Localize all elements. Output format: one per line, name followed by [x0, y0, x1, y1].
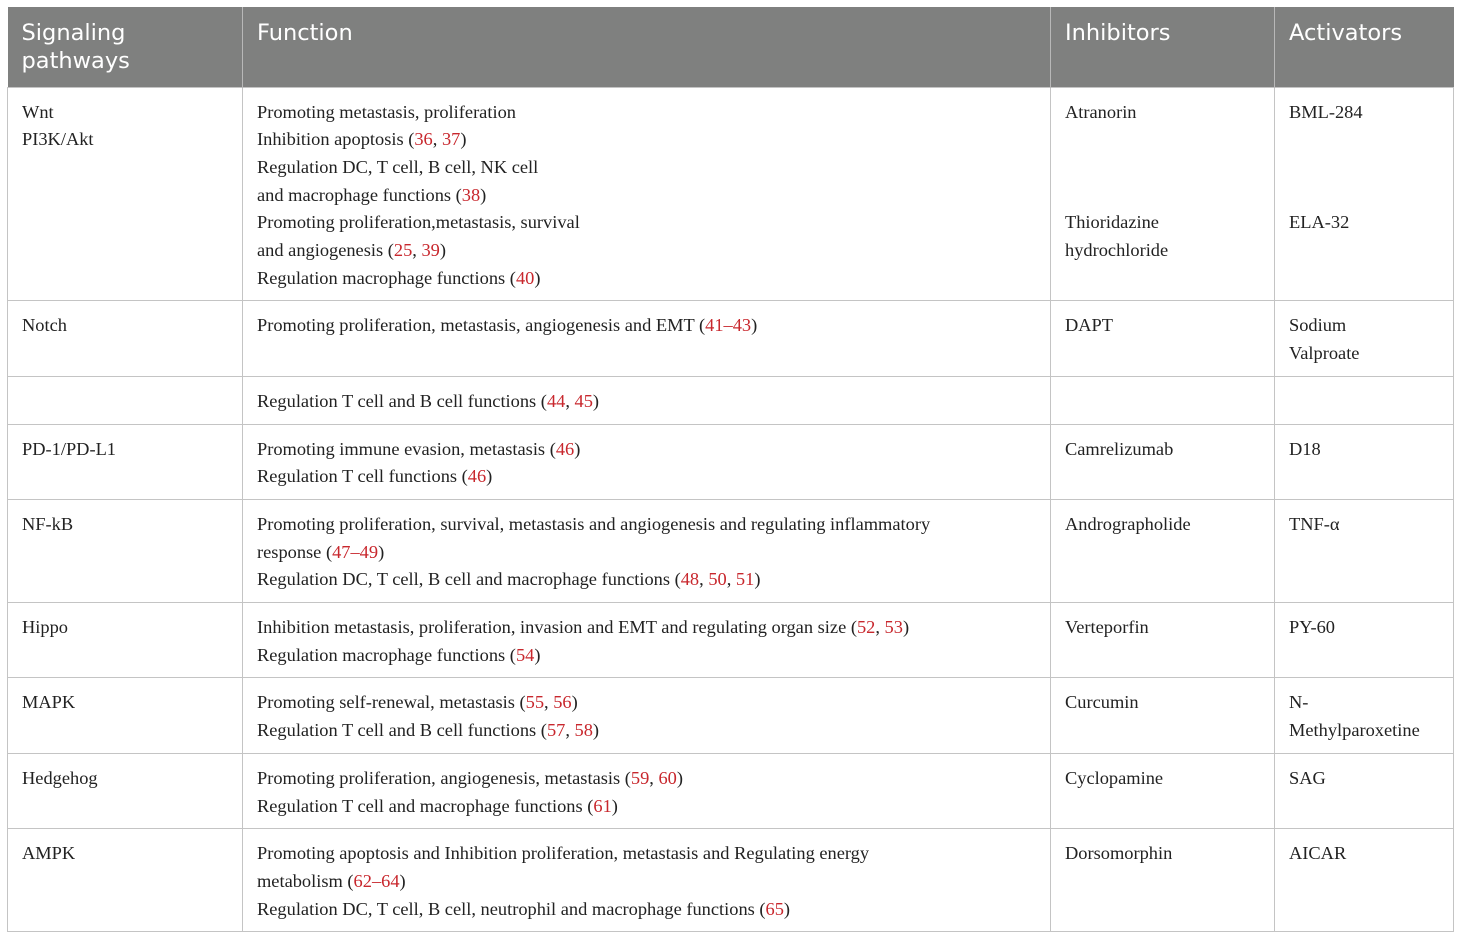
inhibitors-cell-line: Andrographolide — [1065, 513, 1191, 534]
spacer — [1065, 154, 1260, 182]
inhibitors-cell — [1051, 753, 1275, 828]
activators-cell-line: Methylparoxetine — [1289, 720, 1420, 741]
reference-link[interactable]: 65 — [765, 898, 784, 919]
function-text: ) — [480, 184, 487, 205]
spacer — [1289, 182, 1439, 210]
table-row — [8, 829, 1454, 932]
inhibitors-cell — [1051, 376, 1275, 424]
pathway-cell — [8, 424, 243, 499]
pathway-cell-line: NF-kB — [22, 513, 74, 534]
function-line — [257, 840, 1036, 868]
function-cell — [243, 424, 1051, 499]
pathway-cell — [8, 499, 243, 602]
reference-link[interactable]: 37 — [441, 129, 461, 150]
activators-cell — [1275, 603, 1454, 678]
reference-link[interactable]: 57 — [546, 720, 566, 741]
function-line — [257, 765, 1036, 793]
reference-link[interactable]: 44 — [546, 390, 566, 411]
function-cell — [243, 829, 1051, 932]
function-text: ) — [902, 617, 910, 638]
header-signaling-pathways — [8, 7, 243, 87]
function-text: , — [649, 767, 659, 788]
inhibitors-cell-line: Dorsomorphin — [1065, 843, 1173, 864]
function-line — [257, 154, 1036, 182]
function-text: ) — [676, 767, 683, 788]
inhibitors-cell — [1051, 499, 1275, 602]
function-text: ) — [460, 129, 467, 150]
function-text: Promoting apoptosis and Inhibition proliferation, metastasis and Regulating energy — [257, 843, 870, 864]
table-header-row — [8, 7, 1454, 87]
reference-link[interactable]: 59 — [630, 767, 650, 788]
function-text: ) — [378, 541, 385, 562]
spacer — [1289, 154, 1439, 182]
table-row — [8, 87, 1454, 301]
function-line — [257, 793, 1036, 821]
function-text: Regulation macrophage functions ( — [257, 267, 516, 288]
table-row — [8, 678, 1454, 753]
function-cell — [243, 376, 1051, 424]
header-function: Function — [243, 7, 1051, 87]
activators-cell — [1275, 753, 1454, 828]
header-activators: Activators — [1275, 7, 1454, 87]
reference-link[interactable]: 61 — [593, 795, 612, 816]
activators-cell-line: Valproate — [1289, 343, 1360, 364]
activators-cell-line: N- — [1289, 692, 1309, 713]
table-row — [8, 376, 1454, 424]
function-cell — [243, 499, 1051, 602]
function-line — [257, 614, 1036, 642]
function-text: ) — [592, 720, 600, 741]
function-line — [257, 566, 1036, 594]
pathway-cell — [8, 753, 243, 828]
reference-link[interactable]: 52 — [856, 617, 876, 638]
table-row — [8, 424, 1454, 499]
activators-cell-line: TNF-α — [1289, 513, 1340, 534]
function-text: and angiogenesis ( — [257, 240, 394, 261]
function-text: and macrophage functions ( — [257, 184, 462, 205]
activators-cell-line: ELA-32 — [1289, 212, 1350, 233]
inhibitors-cell-line: DAPT — [1065, 315, 1114, 336]
function-line — [257, 717, 1036, 745]
function-text: Promoting proliferation, metastasis, angiogenesis and EMT ( — [257, 315, 706, 336]
inhibitors-cell-line: Verteporfin — [1065, 617, 1149, 638]
activators-cell — [1275, 829, 1454, 932]
function-text: ) — [534, 644, 541, 665]
pathway-cell — [8, 829, 243, 932]
function-line — [257, 388, 1036, 416]
inhibitors-cell — [1051, 424, 1275, 499]
pathway-cell-line: MAPK — [22, 692, 76, 713]
pathway-cell — [8, 301, 243, 376]
pathway-cell-line: Wnt — [22, 101, 54, 122]
table-row — [8, 603, 1454, 678]
function-text: ) — [486, 466, 493, 487]
reference-link[interactable]: 48 — [680, 569, 700, 590]
reference-link[interactable]: 53 — [884, 617, 903, 638]
function-cell — [243, 87, 1051, 301]
reference-link[interactable]: 25 — [393, 240, 413, 261]
table-row — [8, 301, 1454, 376]
function-text: ) — [571, 692, 578, 713]
function-line — [257, 237, 1036, 265]
reference-link[interactable]: 46 — [467, 466, 487, 487]
activators-cell — [1275, 678, 1454, 753]
function-text: Promoting proliferation,metastasis, survival — [257, 212, 580, 233]
function-line — [257, 209, 1036, 237]
function-text: Promoting self-renewal, metastasis ( — [257, 692, 526, 713]
header-line: Signaling — [21, 20, 126, 46]
function-text: , — [875, 617, 885, 638]
function-text: ) — [592, 390, 600, 411]
inhibitors-cell — [1051, 678, 1275, 753]
inhibitors-cell-line: Thioridazine — [1065, 212, 1159, 233]
function-line — [257, 511, 1036, 539]
reference-link[interactable]: 41–43 — [705, 315, 752, 336]
function-text: ) — [751, 315, 758, 336]
pathway-cell-line: AMPK — [22, 843, 76, 864]
reference-link[interactable]: 62–64 — [353, 870, 400, 891]
pathway-cell-line: Hippo — [22, 617, 68, 638]
reference-link[interactable]: 58 — [574, 720, 593, 741]
reference-link[interactable]: 55 — [525, 692, 545, 713]
function-line — [257, 539, 1036, 567]
function-text: ) — [783, 898, 791, 919]
function-text: , — [544, 692, 554, 713]
function-text: Regulation macrophage functions ( — [257, 644, 516, 665]
function-line — [257, 265, 1036, 293]
function-cell — [243, 603, 1051, 678]
activators-cell-line: AICAR — [1289, 843, 1347, 864]
function-text: ) — [534, 267, 541, 288]
function-text: Inhibition apoptosis ( — [257, 129, 415, 150]
function-text: Regulation T cell and B cell functions ( — [257, 720, 547, 741]
inhibitors-cell-line: Cyclopamine — [1065, 767, 1164, 788]
spacer — [1289, 126, 1439, 154]
pathway-table-container — [7, 7, 1453, 932]
function-text: Regulation DC, T cell, B cell, neutrophil and macrophage functions ( — [257, 898, 766, 919]
reference-link[interactable]: 36 — [414, 129, 433, 150]
spacer — [1065, 182, 1260, 210]
reference-link[interactable]: 47–49 — [332, 541, 379, 562]
activators-cell-line: Sodium — [1289, 315, 1347, 336]
pathway-cell — [8, 376, 243, 424]
function-text: Promoting proliferation, angiogenesis, metastasis ( — [257, 767, 631, 788]
function-text: , — [565, 390, 575, 411]
function-line — [257, 99, 1036, 127]
table-row — [8, 499, 1454, 602]
activators-cell-line: BML-284 — [1289, 101, 1363, 122]
function-text: , — [432, 129, 442, 150]
function-text: Regulation T cell functions ( — [257, 466, 468, 487]
activators-cell-line: D18 — [1289, 438, 1321, 459]
table-body — [8, 87, 1454, 932]
function-line — [257, 868, 1036, 896]
function-line — [257, 689, 1036, 717]
reference-link[interactable]: 38 — [461, 184, 481, 205]
function-text: ) — [439, 240, 446, 261]
function-text: response ( — [257, 541, 333, 562]
inhibitors-cell — [1051, 301, 1275, 376]
activators-cell — [1275, 301, 1454, 376]
pathway-cell — [8, 603, 243, 678]
function-text: metabolism ( — [257, 870, 354, 891]
activators-cell-line: PY-60 — [1289, 617, 1335, 638]
function-text: Regulation T cell and B cell functions ( — [257, 390, 547, 411]
activators-cell-line: SAG — [1289, 767, 1326, 788]
pathway-cell — [8, 87, 243, 301]
pathway-cell-line: PD-1/PD-L1 — [22, 438, 117, 459]
spacer — [1065, 126, 1260, 154]
reference-link[interactable]: 46 — [555, 438, 575, 459]
function-line — [257, 312, 1036, 340]
function-text: Promoting immune evasion, metastasis ( — [257, 438, 556, 459]
inhibitors-cell-line: hydrochloride — [1065, 239, 1169, 260]
inhibitors-cell-line: Atranorin — [1065, 101, 1137, 122]
function-text: Inhibition metastasis, proliferation, invasion and EMT and regulating organ size ( — [257, 617, 857, 638]
inhibitors-cell-line: Camrelizumab — [1065, 438, 1174, 459]
activators-cell — [1275, 499, 1454, 602]
function-line — [257, 436, 1036, 464]
function-text: , — [699, 569, 709, 590]
reference-link[interactable]: 40 — [515, 267, 535, 288]
function-text: Regulation T cell and macrophage functions ( — [257, 795, 594, 816]
reference-link[interactable]: 56 — [553, 692, 572, 713]
activators-cell — [1275, 376, 1454, 424]
function-line — [257, 642, 1036, 670]
function-line — [257, 182, 1036, 210]
function-text: Regulation DC, T cell, B cell, NK cell — [257, 156, 539, 177]
header-line: pathways — [21, 48, 130, 74]
inhibitors-cell-line: Curcumin — [1065, 692, 1139, 713]
pathway-cell-line: Hedgehog — [22, 767, 98, 788]
function-text: , — [565, 720, 575, 741]
reference-link[interactable]: 60 — [658, 767, 677, 788]
reference-link[interactable]: 39 — [421, 240, 440, 261]
activators-cell — [1275, 87, 1454, 301]
reference-link[interactable]: 45 — [574, 390, 593, 411]
reference-link[interactable]: 54 — [515, 644, 535, 665]
function-text: ) — [611, 795, 618, 816]
pathway-cell-line: Notch — [22, 315, 67, 336]
inhibitors-cell — [1051, 87, 1275, 301]
pathway-cell — [8, 678, 243, 753]
function-line — [257, 896, 1036, 924]
activators-cell — [1275, 424, 1454, 499]
signaling-pathways-table — [7, 7, 1454, 932]
inhibitors-cell — [1051, 829, 1275, 932]
reference-link[interactable]: 50 — [708, 569, 727, 590]
function-line — [257, 126, 1036, 154]
function-text: ) — [574, 438, 581, 459]
function-cell — [243, 301, 1051, 376]
function-cell — [243, 678, 1051, 753]
function-text: ) — [399, 870, 406, 891]
header-inhibitors: Inhibitors — [1051, 7, 1275, 87]
function-cell — [243, 753, 1051, 828]
inhibitors-cell — [1051, 603, 1275, 678]
function-text: Promoting proliferation, survival, metastasis and angiogenesis and regulating inflammatory — [257, 513, 931, 534]
function-text: ) — [754, 569, 761, 590]
table-row — [8, 753, 1454, 828]
function-text: Promoting metastasis, proliferation — [257, 101, 516, 122]
reference-link[interactable]: 51 — [735, 569, 755, 590]
pathway-cell-line: PI3K/Akt — [22, 129, 94, 150]
function-text: Regulation DC, T cell, B cell and macrophage functions ( — [257, 569, 681, 590]
function-text: , — [726, 569, 736, 590]
function-line — [257, 463, 1036, 491]
function-text: , — [412, 240, 422, 261]
